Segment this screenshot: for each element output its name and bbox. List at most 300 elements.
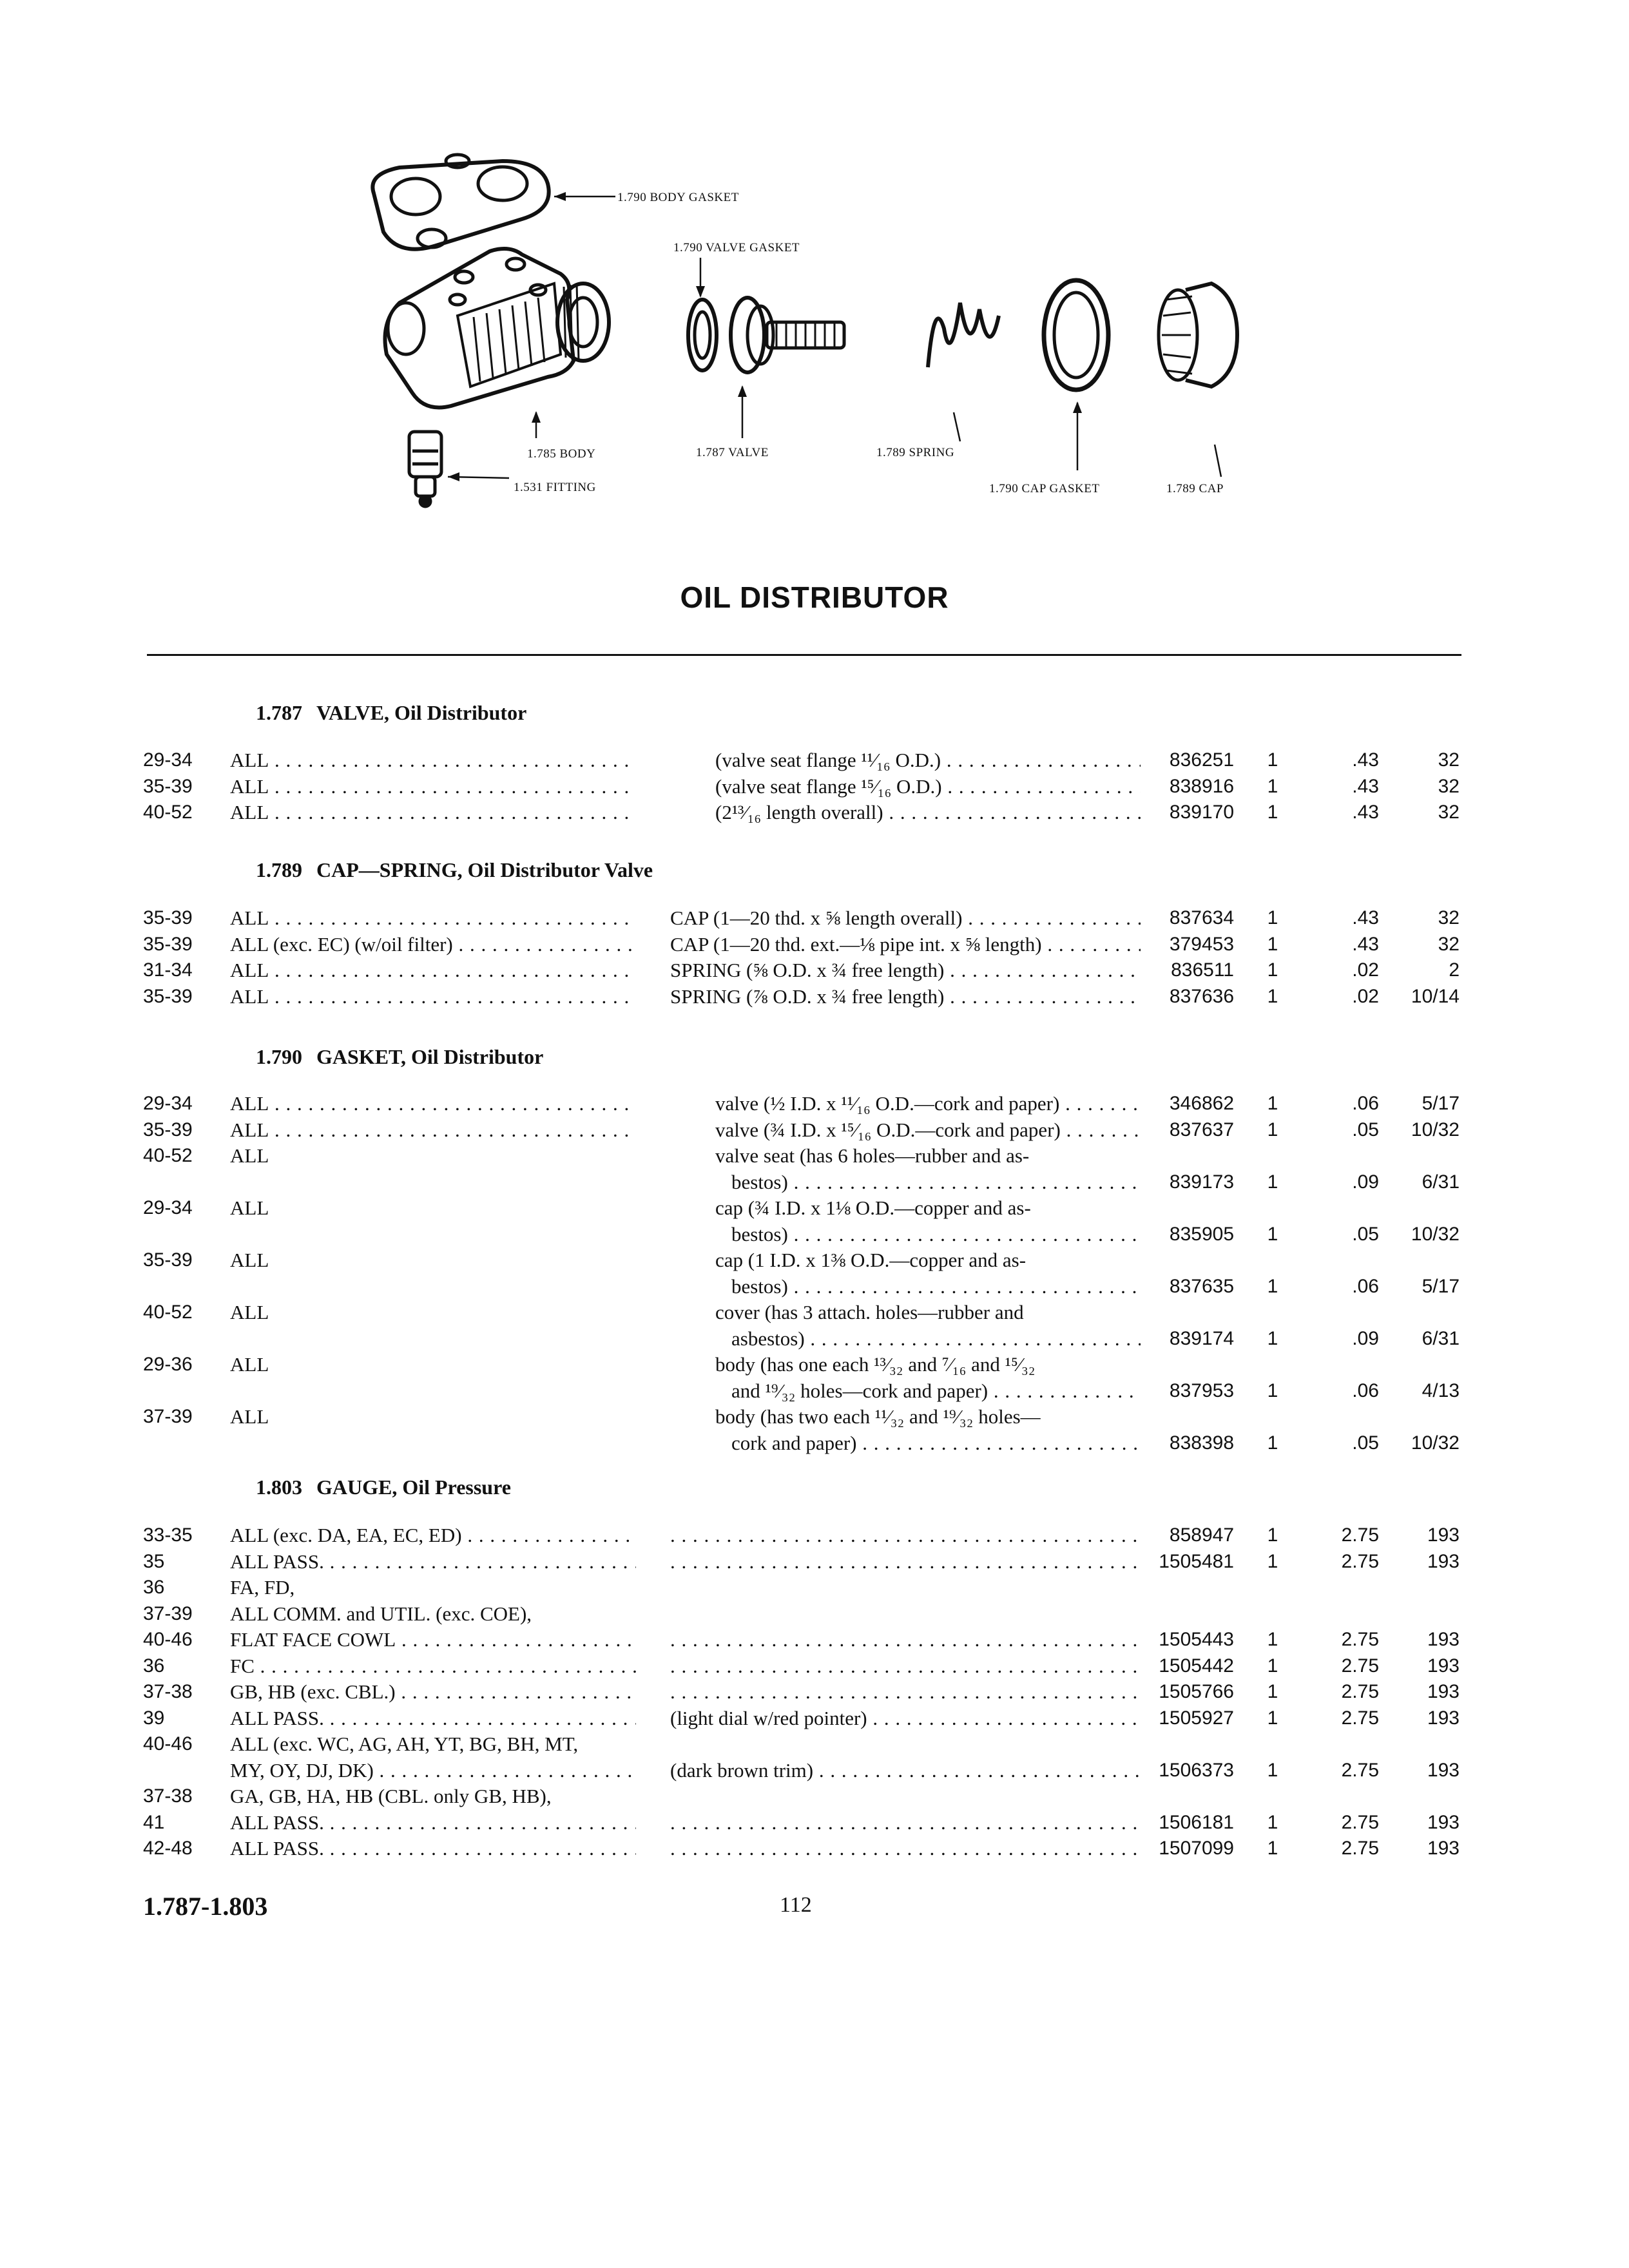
table-row: [0, 1222, 1629, 1247]
quantity-cell-text: 1: [1267, 985, 1278, 1007]
model-cell: [230, 1575, 636, 1600]
price-cell: [1315, 1549, 1379, 1575]
price-cell-text: 2.75: [1341, 1655, 1379, 1677]
group-cell-text: 4/13: [1422, 1379, 1460, 1401]
table-row: [0, 1195, 1629, 1221]
description-cell-text: bestos): [731, 1274, 788, 1298]
oil-distributor-exploded-diagram: [361, 148, 1276, 509]
table-row: [0, 1300, 1629, 1325]
model-cell: [230, 1810, 636, 1836]
model-cell: [230, 747, 636, 773]
table-row: [0, 1601, 1629, 1627]
model-cell-text: ALL: [230, 1301, 269, 1323]
price-cell-text: .05: [1352, 1119, 1379, 1140]
section-number: 1.787: [256, 701, 302, 724]
section-number: 1.803: [256, 1475, 302, 1499]
part-number-cell: [1144, 1810, 1234, 1836]
part-number-cell: [1144, 1326, 1234, 1352]
section-number: 1.789: [256, 858, 302, 881]
years-cell-text: 40-52: [143, 1302, 193, 1323]
page-title: OIL DISTRIBUTOR: [680, 581, 949, 614]
years-cell-text: 29-34: [143, 749, 193, 771]
part-number-cell-text: 839174: [1169, 1327, 1234, 1349]
model-cell-text: ALL (exc. EC) (w/oil filter): [230, 932, 453, 956]
years-cell: [143, 1352, 193, 1378]
years-cell: [143, 1523, 193, 1548]
description-cell-text: (valve seat flange ¹⁵⁄₁₆ O.D.): [715, 774, 942, 798]
description-cell-text: cork and paper): [731, 1431, 857, 1454]
model-cell: [230, 1758, 636, 1783]
quantity-cell-text: 1: [1267, 1629, 1278, 1650]
price-cell: [1315, 1679, 1379, 1705]
model-cell-text: ALL PASS.: [230, 1706, 324, 1729]
quantity-cell: [1263, 800, 1282, 825]
part-number-cell-text: 837635: [1169, 1275, 1234, 1297]
years-cell-text: 29-34: [143, 1197, 193, 1218]
description-cell-text: SPRING (⅝ O.D. x ¾ free length): [670, 959, 945, 981]
price-cell-text: 2.75: [1341, 1838, 1379, 1859]
model-cell-text: ALL: [230, 749, 269, 771]
quantity-cell-text: 1: [1267, 959, 1278, 981]
quantity-cell: [1263, 1117, 1282, 1143]
description-cell: [715, 1143, 1141, 1169]
group-cell-text: 193: [1427, 1759, 1460, 1781]
group-cell: [1385, 1222, 1460, 1247]
quantity-cell-text: 1: [1267, 1759, 1278, 1781]
model-cell: [230, 1091, 636, 1117]
part-number-cell: [1144, 1523, 1234, 1548]
description-cell-text: valve (¾ I.D. x ¹⁵⁄₁₆ O.D.—cork and paper): [715, 1118, 1061, 1141]
years-cell-text: 42-48: [143, 1838, 193, 1859]
years-cell: [143, 1091, 193, 1117]
model-cell-text: GA, GB, HA, HB (CBL. only GB, HB),: [230, 1785, 552, 1807]
callout-cap: 1.789 CAP: [1166, 482, 1224, 495]
group-cell: [1385, 747, 1460, 773]
model-cell-text: ALL (exc. WC, AG, AH, YT, BG, BH, MT,: [230, 1733, 579, 1755]
price-cell-text: .05: [1352, 1223, 1379, 1245]
description-cell-text: valve (½ I.D. x ¹¹⁄₁₆ O.D.—cork and paper): [715, 1092, 1060, 1115]
price-cell-text: .43: [1352, 749, 1379, 771]
description-cell: [670, 1679, 1141, 1705]
years-cell-text: 29-34: [143, 1093, 193, 1114]
model-cell-text: ALL PASS.: [230, 1837, 324, 1860]
quantity-cell: [1263, 1378, 1282, 1404]
spring-drawing: [928, 303, 999, 367]
years-cell-text: 36: [143, 1655, 165, 1677]
price-cell: [1315, 800, 1379, 825]
model-cell-text: GB, HB (exc. CBL.): [230, 1680, 396, 1703]
group-cell: [1385, 1274, 1460, 1300]
price-cell-text: .09: [1352, 1171, 1379, 1193]
part-number-cell: [1144, 1758, 1234, 1783]
model-cell: [230, 1352, 636, 1378]
quantity-cell-text: 1: [1267, 1707, 1278, 1729]
model-cell: [230, 984, 636, 1010]
price-cell-text: 2.75: [1341, 1707, 1379, 1729]
group-cell: [1385, 1836, 1460, 1861]
fitting-drawing: [409, 432, 441, 506]
years-cell-text: 33-35: [143, 1524, 193, 1546]
part-number-cell: [1144, 1430, 1234, 1456]
quantity-cell: [1263, 1430, 1282, 1456]
price-cell: [1315, 1169, 1379, 1195]
description-cell: [670, 1810, 1141, 1836]
quantity-cell-text: 1: [1267, 802, 1278, 823]
table-row: [0, 1653, 1629, 1679]
description-cell-text: body (has two each ¹¹⁄₃₂ and ¹⁹⁄₃₂ holes—: [715, 1405, 1041, 1428]
description-cell-text: (valve seat flange ¹¹⁄₁₆ O.D.): [715, 749, 941, 771]
model-cell-text: ALL: [230, 774, 269, 798]
years-cell: [143, 1117, 193, 1143]
model-cell: [230, 1300, 636, 1325]
description-cell: [715, 1195, 1141, 1221]
group-cell: [1385, 957, 1460, 983]
group-cell-text: 5/17: [1422, 1275, 1460, 1297]
description-cell-text: SPRING (⅞ O.D. x ¾ free length): [670, 985, 945, 1008]
group-cell-text: 193: [1427, 1524, 1460, 1546]
price-cell-text: .43: [1352, 775, 1379, 797]
quantity-cell-text: 1: [1267, 749, 1278, 771]
part-number-cell: [1144, 774, 1234, 800]
description-cell: [731, 1222, 1141, 1247]
part-number-cell: [1144, 905, 1234, 931]
description-cell-text: asbestos): [731, 1327, 805, 1350]
description-cell: [670, 1706, 1141, 1731]
description-cell-text: bestos): [731, 1170, 788, 1193]
years-cell-text: 35-39: [143, 1249, 193, 1271]
callout-body-gasket: 1.790 BODY GASKET: [617, 191, 739, 204]
callout-valve: 1.787 VALVE: [696, 446, 769, 459]
quantity-cell: [1263, 1706, 1282, 1731]
table-row: [0, 1836, 1629, 1861]
part-number-cell: [1144, 1222, 1234, 1247]
price-cell: [1315, 1810, 1379, 1836]
price-cell-text: .06: [1352, 1093, 1379, 1114]
price-cell: [1315, 1378, 1379, 1404]
part-number-cell-text: 1505766: [1159, 1681, 1234, 1702]
price-cell-text: .06: [1352, 1275, 1379, 1297]
description-cell: [731, 1326, 1141, 1352]
description-cell-text: (2¹³⁄₁₆ length overall): [715, 801, 883, 823]
description-cell: [715, 1300, 1141, 1325]
description-cell: [715, 1404, 1141, 1430]
model-cell-text: ALL (exc. DA, EA, EC, ED): [230, 1524, 462, 1546]
description-cell-text: CAP (1—20 thd. x ⅝ length overall): [670, 907, 963, 929]
years-cell-text: 35-39: [143, 933, 193, 955]
description-cell: [715, 1117, 1141, 1143]
model-cell-text: ALL: [230, 1144, 269, 1167]
group-cell: [1385, 1549, 1460, 1575]
group-cell-text: 6/31: [1422, 1171, 1460, 1193]
model-cell-text: ALL: [230, 1353, 269, 1376]
years-cell: [143, 1627, 193, 1653]
quantity-cell-text: 1: [1267, 1838, 1278, 1859]
table-row: [0, 1810, 1629, 1836]
quantity-cell-text: 1: [1267, 1093, 1278, 1114]
table-row: [0, 774, 1629, 800]
table-row: [0, 1352, 1629, 1378]
table-row: [0, 932, 1629, 957]
years-cell: [143, 1810, 164, 1836]
part-number-cell: [1144, 1706, 1234, 1731]
price-cell-text: 2.75: [1341, 1811, 1379, 1833]
table-row: [0, 1758, 1629, 1783]
model-cell-text: ALL PASS.: [230, 1550, 324, 1573]
description-cell: [731, 1430, 1141, 1456]
group-cell: [1385, 1169, 1460, 1195]
quantity-cell-text: 1: [1267, 1550, 1278, 1572]
model-cell-text: ALL: [230, 1092, 269, 1115]
group-cell: [1385, 774, 1460, 800]
model-cell-text: ALL: [230, 1196, 269, 1219]
model-cell-text: ALL: [230, 801, 269, 823]
section-title: CAP—SPRING, Oil Distributor Valve: [316, 858, 653, 881]
price-cell: [1315, 1653, 1379, 1679]
description-cell-text: CAP (1—20 thd. ext.—⅛ pipe int. x ⅝ length): [670, 932, 1042, 956]
table-row: [0, 957, 1629, 983]
years-cell: [143, 1404, 193, 1430]
quantity-cell: [1263, 774, 1282, 800]
footer-section-range: 1.787-1.803: [143, 1892, 268, 1921]
group-cell: [1385, 1326, 1460, 1352]
table-row: [0, 1575, 1629, 1600]
description-cell-text: valve seat (has 6 holes—rubber and as-: [715, 1144, 1030, 1167]
valve-drawing: [731, 298, 844, 372]
table-row: [0, 905, 1629, 931]
part-number-cell: [1144, 1117, 1234, 1143]
group-cell-text: 32: [1438, 802, 1460, 823]
quantity-cell: [1263, 747, 1282, 773]
group-cell-text: 6/31: [1422, 1327, 1460, 1349]
part-number-cell-text: 1505927: [1159, 1707, 1234, 1729]
description-cell-text: and ¹⁹⁄₃₂ holes—cork and paper): [731, 1379, 988, 1402]
quantity-cell-text: 1: [1267, 1524, 1278, 1546]
table-row: [0, 1549, 1629, 1575]
model-cell: [230, 1731, 636, 1757]
cap-drawing: [1159, 284, 1237, 387]
price-cell-text: .43: [1352, 802, 1379, 823]
description-cell: [670, 1836, 1141, 1861]
model-cell: [230, 1523, 636, 1548]
price-cell-text: .06: [1352, 1379, 1379, 1401]
model-cell: [230, 1404, 636, 1430]
part-number-cell-text: 837637: [1169, 1119, 1234, 1140]
description-cell: [670, 932, 1141, 957]
years-cell-text: 40-52: [143, 802, 193, 823]
model-cell-text: ALL: [230, 1405, 269, 1428]
price-cell: [1315, 1430, 1379, 1456]
quantity-cell: [1263, 1810, 1282, 1836]
quantity-cell: [1263, 1758, 1282, 1783]
quantity-cell: [1263, 1523, 1282, 1548]
quantity-cell-text: 1: [1267, 1171, 1278, 1193]
section-heading: [256, 1475, 511, 1499]
description-cell: [715, 1247, 1141, 1273]
part-number-cell: [1144, 1679, 1234, 1705]
years-cell: [143, 1195, 193, 1221]
group-cell: [1385, 800, 1460, 825]
years-cell-text: 37-38: [143, 1681, 193, 1702]
group-cell: [1385, 1523, 1460, 1548]
years-cell: [143, 747, 193, 773]
years-cell: [143, 957, 193, 983]
description-cell: [731, 1274, 1141, 1300]
group-cell-text: 193: [1427, 1681, 1460, 1702]
quantity-cell-text: 1: [1267, 1223, 1278, 1245]
quantity-cell-text: 1: [1267, 1811, 1278, 1833]
description-cell-text: (dark brown trim): [670, 1758, 814, 1782]
model-cell: [230, 957, 636, 983]
model-cell: [230, 1601, 636, 1627]
part-number-cell-text: 839173: [1169, 1171, 1234, 1193]
section-title: GASKET, Oil Distributor: [316, 1045, 544, 1068]
price-cell-text: 2.75: [1341, 1629, 1379, 1650]
part-number-cell-text: 838916: [1169, 775, 1234, 797]
part-number-cell: [1144, 984, 1234, 1010]
description-cell: [670, 1523, 1141, 1548]
price-cell: [1315, 957, 1379, 983]
body-drawing: [385, 249, 610, 408]
part-number-cell: [1144, 1836, 1234, 1861]
valve-gasket-drawing: [688, 300, 717, 370]
price-cell: [1315, 1836, 1379, 1861]
description-cell: [670, 905, 1141, 931]
price-cell-text: .43: [1352, 933, 1379, 955]
quantity-cell-text: 1: [1267, 1655, 1278, 1677]
part-number-cell: [1144, 1549, 1234, 1575]
years-cell: [143, 905, 193, 931]
price-cell: [1315, 932, 1379, 957]
years-cell: [143, 1300, 193, 1325]
description-cell: [715, 1352, 1141, 1378]
table-row: [0, 1117, 1629, 1143]
quantity-cell-text: 1: [1267, 775, 1278, 797]
model-cell: [230, 1706, 636, 1731]
model-cell: [230, 932, 636, 957]
section-number: 1.790: [256, 1045, 302, 1068]
model-cell-text: ALL: [230, 1249, 269, 1271]
quantity-cell: [1263, 1836, 1282, 1861]
callout-cap-gasket: 1.790 CAP GASKET: [989, 482, 1100, 495]
price-cell-text: 2.75: [1341, 1550, 1379, 1572]
quantity-cell: [1263, 905, 1282, 931]
quantity-cell-text: 1: [1267, 1119, 1278, 1140]
description-cell-text: cap (¾ I.D. x 1⅛ O.D.—copper and as-: [715, 1196, 1031, 1219]
table-row: [0, 1378, 1629, 1404]
price-cell: [1315, 1274, 1379, 1300]
price-cell-text: .43: [1352, 907, 1379, 928]
part-number-cell: [1144, 1627, 1234, 1653]
group-cell: [1385, 1653, 1460, 1679]
price-cell-text: .09: [1352, 1327, 1379, 1349]
part-number-cell: [1144, 1653, 1234, 1679]
group-cell-text: 32: [1438, 749, 1460, 771]
model-cell-text: ALL: [230, 1118, 269, 1141]
part-number-cell: [1144, 1169, 1234, 1195]
price-cell: [1315, 774, 1379, 800]
callout-valve-gasket: 1.790 VALVE GASKET: [673, 241, 800, 255]
group-cell: [1385, 1430, 1460, 1456]
years-cell: [143, 1247, 193, 1273]
part-number-cell-text: 835905: [1169, 1223, 1234, 1245]
part-number-cell: [1144, 1378, 1234, 1404]
part-number-cell: [1144, 747, 1234, 773]
part-number-cell-text: 838398: [1169, 1432, 1234, 1454]
table-row: [0, 1404, 1629, 1430]
price-cell: [1315, 1523, 1379, 1548]
price-cell: [1315, 1627, 1379, 1653]
years-cell-text: 37-38: [143, 1785, 193, 1807]
model-cell-text: MY, OY, DJ, DK): [230, 1758, 374, 1782]
price-cell: [1315, 1091, 1379, 1117]
model-cell: [230, 1549, 636, 1575]
description-cell: [670, 984, 1141, 1010]
group-cell-text: 193: [1427, 1550, 1460, 1572]
model-cell: [230, 1143, 636, 1169]
quantity-cell: [1263, 984, 1282, 1010]
price-cell-text: 2.75: [1341, 1759, 1379, 1781]
years-cell-text: 36: [143, 1577, 165, 1598]
description-cell: [670, 1653, 1141, 1679]
group-cell-text: 32: [1438, 907, 1460, 928]
quantity-cell: [1263, 1169, 1282, 1195]
quantity-cell-text: 1: [1267, 907, 1278, 928]
price-cell: [1315, 1117, 1379, 1143]
quantity-cell: [1263, 957, 1282, 983]
description-cell: [670, 1758, 1141, 1783]
quantity-cell: [1263, 1549, 1282, 1575]
years-cell: [143, 1653, 164, 1679]
group-cell: [1385, 984, 1460, 1010]
years-cell: [143, 1836, 193, 1861]
table-row: [0, 1523, 1629, 1548]
group-cell-text: 193: [1427, 1811, 1460, 1833]
group-cell: [1385, 1378, 1460, 1404]
model-cell: [230, 1679, 636, 1705]
years-cell: [143, 800, 193, 825]
description-cell: [670, 957, 1141, 983]
years-cell-text: 40-46: [143, 1733, 193, 1754]
part-number-cell-text: 839170: [1169, 802, 1234, 823]
model-cell: [230, 1783, 636, 1809]
years-cell: [143, 1731, 193, 1757]
part-number-cell: [1144, 1274, 1234, 1300]
description-cell-text: cover (has 3 attach. holes—rubber and: [715, 1301, 1024, 1323]
part-number-cell-text: 837953: [1169, 1379, 1234, 1401]
group-cell-text: 10/32: [1411, 1432, 1460, 1454]
group-cell-text: 10/32: [1411, 1119, 1460, 1140]
part-number-cell-text: 858947: [1169, 1524, 1234, 1546]
callout-fitting: 1.531 FITTING: [514, 481, 596, 494]
part-number-cell-text: 1507099: [1159, 1838, 1234, 1859]
years-cell: [143, 932, 193, 957]
quantity-cell: [1263, 1091, 1282, 1117]
group-cell: [1385, 1627, 1460, 1653]
years-cell: [143, 774, 193, 800]
model-cell: [230, 1247, 636, 1273]
part-number-cell-text: 837634: [1169, 907, 1234, 928]
table-row: [0, 1783, 1629, 1809]
part-number-cell-text: 1506181: [1159, 1811, 1234, 1833]
years-cell-text: 41: [143, 1811, 165, 1833]
years-cell: [143, 1783, 193, 1809]
years-cell: [143, 1679, 193, 1705]
part-number-cell: [1144, 932, 1234, 957]
years-cell-text: 35-39: [143, 907, 193, 928]
group-cell: [1385, 1679, 1460, 1705]
table-row: [0, 1274, 1629, 1300]
years-cell: [143, 1575, 164, 1600]
